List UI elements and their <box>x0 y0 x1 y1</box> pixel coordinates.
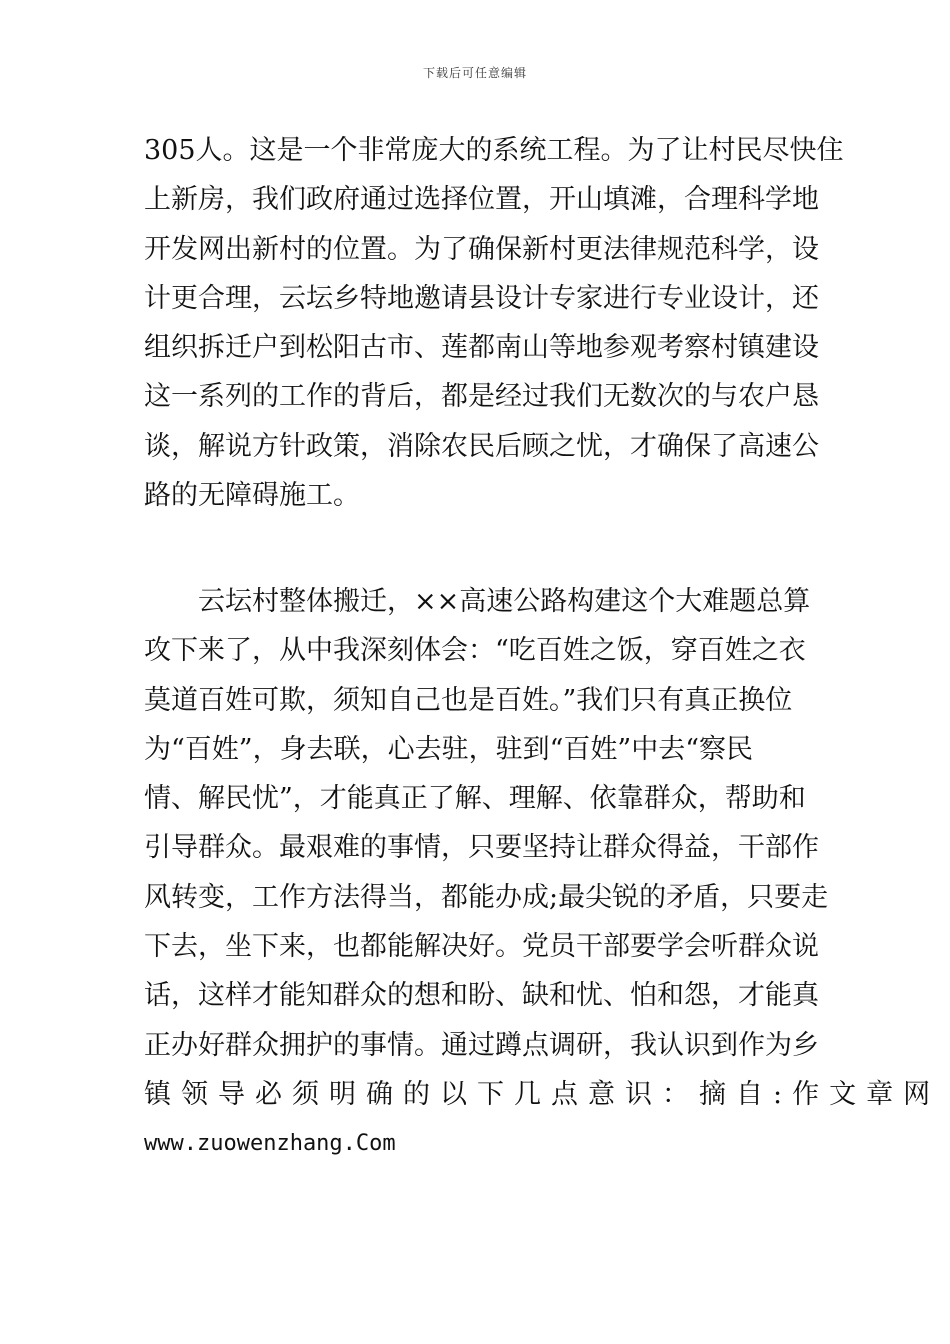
text-line: 下去，坐下来，也都能解决好。党员干部要学会听群众说 <box>144 931 819 963</box>
text-line: 镇领导必须明确的以下几点意识：摘自:作文章网 <box>144 1078 941 1110</box>
text-line: 305人。这是一个非常庞大的系统工程。为了让村民尽快住 <box>144 135 844 166</box>
text-line: 风转变，工作方法得当，都能办成;最尖锐的矛盾，只要走 <box>144 881 829 913</box>
text-line: 攻下来了，从中我深刻体会：“吃百姓之饭，穿百姓之衣 <box>144 635 806 667</box>
text-line: 谈，解说方针政策，消除农民后顾之忧，才确保了高速公 <box>144 430 819 462</box>
text-line: 为“百姓”，身去联，心去驻，驻到“百姓”中去“察民 <box>144 733 754 765</box>
text-line: 上新房，我们政府通过选择位置，开山填滩，合理科学地 <box>144 184 819 216</box>
text-line: 莫道百姓可欺，须知自己也是百姓。”我们只有真正换位 <box>144 684 793 716</box>
text-line: 路的无障碍施工。 <box>144 480 360 512</box>
text-line: 情、解民忧”，才能真正了解、理解、依靠群众，帮助和 <box>144 783 806 815</box>
text-line: 开发网出新村的位置。为了确保新村更法律规范科学，设 <box>144 233 819 265</box>
text-line: 正办好群众拥护的事情。通过蹲点调研，我认识到作为乡 <box>144 1029 819 1061</box>
text-line: 组织拆迁户到松阳古市、莲都南山等地参观考察村镇建设 <box>144 332 819 364</box>
text-line: 计更合理，云坛乡特地邀请县设计专家进行专业设计，还 <box>144 282 819 314</box>
text-line: 引导群众。最艰难的事情，只要坚持让群众得益，干部作 <box>144 832 819 864</box>
paragraph-1 <box>144 126 844 520</box>
text-line: 话，这样才能知群众的想和盼、缺和忧、怕和怨，才能真 <box>144 980 819 1012</box>
website-url: www.zuowenzhang.Com <box>144 1131 396 1157</box>
text-line: 这一系列的工作的背后，都是经过我们无数次的与农户恳 <box>144 381 819 413</box>
text-line: 云坛村整体搬迁，××高速公路构建这个大难题总算 <box>198 586 811 617</box>
paragraph-2 <box>144 577 941 1169</box>
page-header: 下载后可任意编辑 <box>422 66 527 80</box>
